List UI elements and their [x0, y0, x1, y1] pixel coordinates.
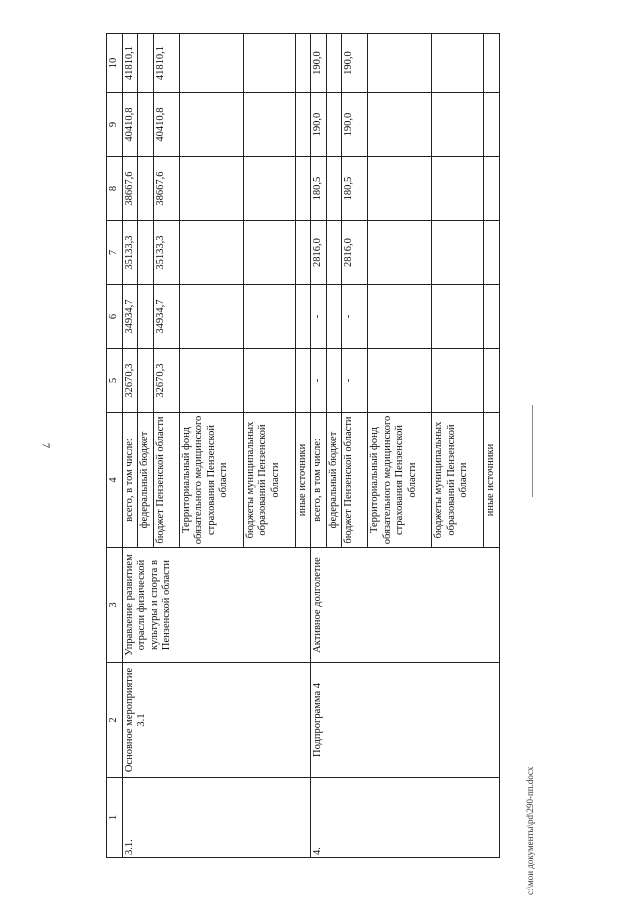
header-cell: 2: [107, 663, 123, 778]
funding-source: Территориальный фонд обязательного медицинского страхования Пензенской области: [368, 413, 432, 548]
amount-cell: [368, 93, 432, 157]
amount-cell: [326, 221, 342, 285]
amount-cell: [368, 349, 432, 413]
amount-cell: [326, 157, 342, 221]
amount-cell: 38667,6: [153, 157, 179, 221]
amount-cell: [138, 157, 154, 221]
amount-cell: 41810,1: [153, 34, 179, 93]
amount-cell: [179, 285, 243, 349]
funding-source: иные источники: [295, 413, 311, 548]
amount-cell: [484, 221, 500, 285]
amount-cell: [243, 34, 295, 93]
table-row: [122, 34, 138, 858]
header-cell: 5: [107, 349, 123, 413]
amount-cell: [295, 221, 311, 285]
funding-source: бюджеты муниципальных образований Пензенской области: [432, 413, 484, 548]
row-number: 4.: [311, 778, 500, 858]
amount-cell: [138, 34, 154, 93]
funding-source: Территориальный фонд обязательного медицинского страхования Пензенской области: [179, 413, 243, 548]
amount-cell: 180,5: [311, 157, 327, 221]
header-cell: 3: [107, 548, 123, 663]
amount-cell: [295, 34, 311, 93]
amount-cell: 35133,3: [122, 221, 138, 285]
header-cell: 4: [107, 413, 123, 548]
funding-source: федеральный бюджет: [138, 413, 154, 548]
funding-source: всего, в том числе:: [122, 413, 138, 548]
amount-cell: [368, 157, 432, 221]
amount-cell: [368, 34, 432, 93]
header-row: [107, 34, 123, 858]
amount-cell: [179, 157, 243, 221]
amount-cell: [243, 157, 295, 221]
amount-cell: [326, 34, 342, 93]
row-name: Основное мероприятие 3.1: [122, 663, 311, 778]
amount-cell: [484, 157, 500, 221]
amount-cell: [295, 93, 311, 157]
amount-cell: [138, 93, 154, 157]
funding-source: бюджет Пензенской области: [153, 413, 179, 548]
funding-source: федеральный бюджет: [326, 413, 342, 548]
row-name: Подпрограмма 4: [311, 663, 500, 778]
amount-cell: [243, 285, 295, 349]
row-number: 3.1.: [122, 778, 311, 858]
amount-cell: [138, 221, 154, 285]
amount-cell: [368, 221, 432, 285]
page-number: 7: [39, 443, 51, 448]
amount-cell: [179, 93, 243, 157]
amount-cell: -: [311, 349, 327, 413]
header-cell: 1: [107, 778, 123, 858]
table-body: [122, 34, 499, 858]
funding-source: всего, в том числе:: [311, 413, 327, 548]
funding-source: бюджет Пензенской области: [342, 413, 368, 548]
header-cell: 7: [107, 221, 123, 285]
funding-source: иные источники: [484, 413, 500, 548]
amount-cell: 32670,3: [122, 349, 138, 413]
amount-cell: 190,0: [342, 93, 368, 157]
amount-cell: [368, 285, 432, 349]
amount-cell: [179, 221, 243, 285]
amount-cell: 2816,0: [342, 221, 368, 285]
amount-cell: [432, 34, 484, 93]
amount-cell: 180,5: [342, 157, 368, 221]
amount-cell: [432, 349, 484, 413]
amount-cell: 41810,1: [122, 34, 138, 93]
amount-cell: [432, 221, 484, 285]
amount-cell: -: [342, 349, 368, 413]
amount-cell: 190,0: [311, 34, 327, 93]
amount-cell: [295, 157, 311, 221]
amount-cell: [484, 34, 500, 93]
amount-cell: 34934,7: [122, 285, 138, 349]
amount-cell: 40410,8: [153, 93, 179, 157]
table-row: [311, 34, 327, 858]
amount-cell: 2816,0: [311, 221, 327, 285]
amount-cell: [326, 349, 342, 413]
amount-cell: [179, 34, 243, 93]
amount-cell: [295, 349, 311, 413]
amount-cell: [243, 221, 295, 285]
header-cell: 8: [107, 157, 123, 221]
amount-cell: [179, 349, 243, 413]
header-cell: 10: [107, 34, 123, 93]
amount-cell: [432, 285, 484, 349]
amount-cell: 35133,3: [153, 221, 179, 285]
amount-cell: 190,0: [311, 93, 327, 157]
header-cell: 6: [107, 285, 123, 349]
rotated-table-container: [106, 33, 525, 858]
amount-cell: [484, 93, 500, 157]
amount-cell: [243, 93, 295, 157]
amount-cell: [326, 285, 342, 349]
funding-source: бюджеты муниципальных образований Пензенской области: [243, 413, 295, 548]
row-executor: Активное долголетие: [311, 548, 500, 663]
amount-cell: 32670,3: [153, 349, 179, 413]
amount-cell: [484, 349, 500, 413]
amount-cell: [243, 349, 295, 413]
budget-table: [106, 33, 500, 858]
amount-cell: [432, 157, 484, 221]
header-cell: 9: [107, 93, 123, 157]
amount-cell: [295, 285, 311, 349]
amount-cell: 190,0: [342, 34, 368, 93]
divider-line: [532, 405, 533, 497]
amount-cell: -: [311, 285, 327, 349]
amount-cell: [432, 93, 484, 157]
amount-cell: 40410,8: [122, 93, 138, 157]
amount-cell: 34934,7: [153, 285, 179, 349]
amount-cell: [138, 349, 154, 413]
amount-cell: [138, 285, 154, 349]
footer-path: c:\мои документы\рd\290-пп.docx: [525, 766, 535, 895]
amount-cell: [484, 285, 500, 349]
amount-cell: 38667,6: [122, 157, 138, 221]
amount-cell: [326, 93, 342, 157]
amount-cell: -: [342, 285, 368, 349]
row-executor: Управление развитием отрасли физической культуры и спорта в Пензенской области: [122, 548, 311, 663]
